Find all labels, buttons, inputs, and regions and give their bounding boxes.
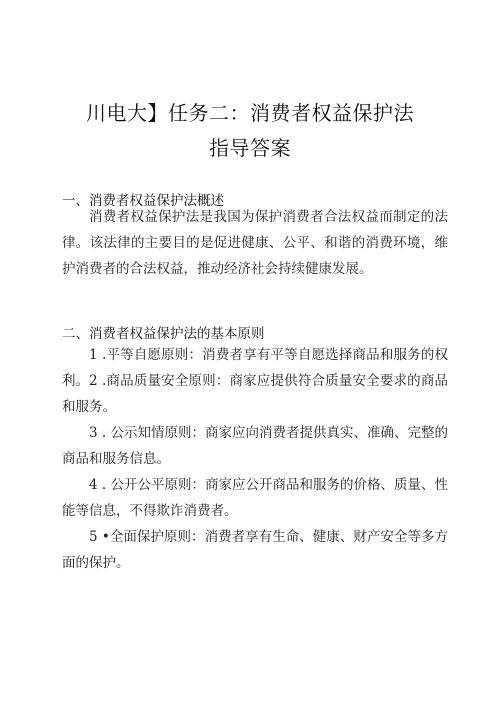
- principle-item-2: 2 .商品质量安全原则：商家应提供符合质量安全要求的商品和服务。: [62, 373, 448, 415]
- document-title-line2: 指导答案: [209, 136, 291, 160]
- principle-item-4: 4 . 公开公平原则：商家应公开商品和服务的价格、质量、性能等信息，不得欺诈消费者。: [62, 477, 448, 519]
- section1-paragraph: 消费者权益保护法是我国为保护消费者合法权益而制定的法律。该法律的主要目的是促进健康、公平、和谐的消费环境，维护消费者的合法权益，推动经济社会持续健康发展。: [62, 209, 448, 277]
- section1-heading: 一、消费者权益保护法概述: [62, 193, 224, 209]
- principle-item-3: 3 . 公示知情原则：商家应向消费者提供真实、准确、完整的商品和服务信息。: [62, 425, 448, 467]
- document-title-line1: 川电大】任务二：消费者权益保护法: [86, 101, 414, 125]
- section2-heading: 二、消费者权益保护法的基本原则: [62, 326, 265, 342]
- principle-item-5: 5 •全面保护原则：消费者享有生命、健康、财产安全等多方面的保护。: [62, 529, 448, 571]
- principle-item-1: 1 .平等自愿原则：消费者享有平等自愿选择商品和服务的权利。: [62, 347, 448, 389]
